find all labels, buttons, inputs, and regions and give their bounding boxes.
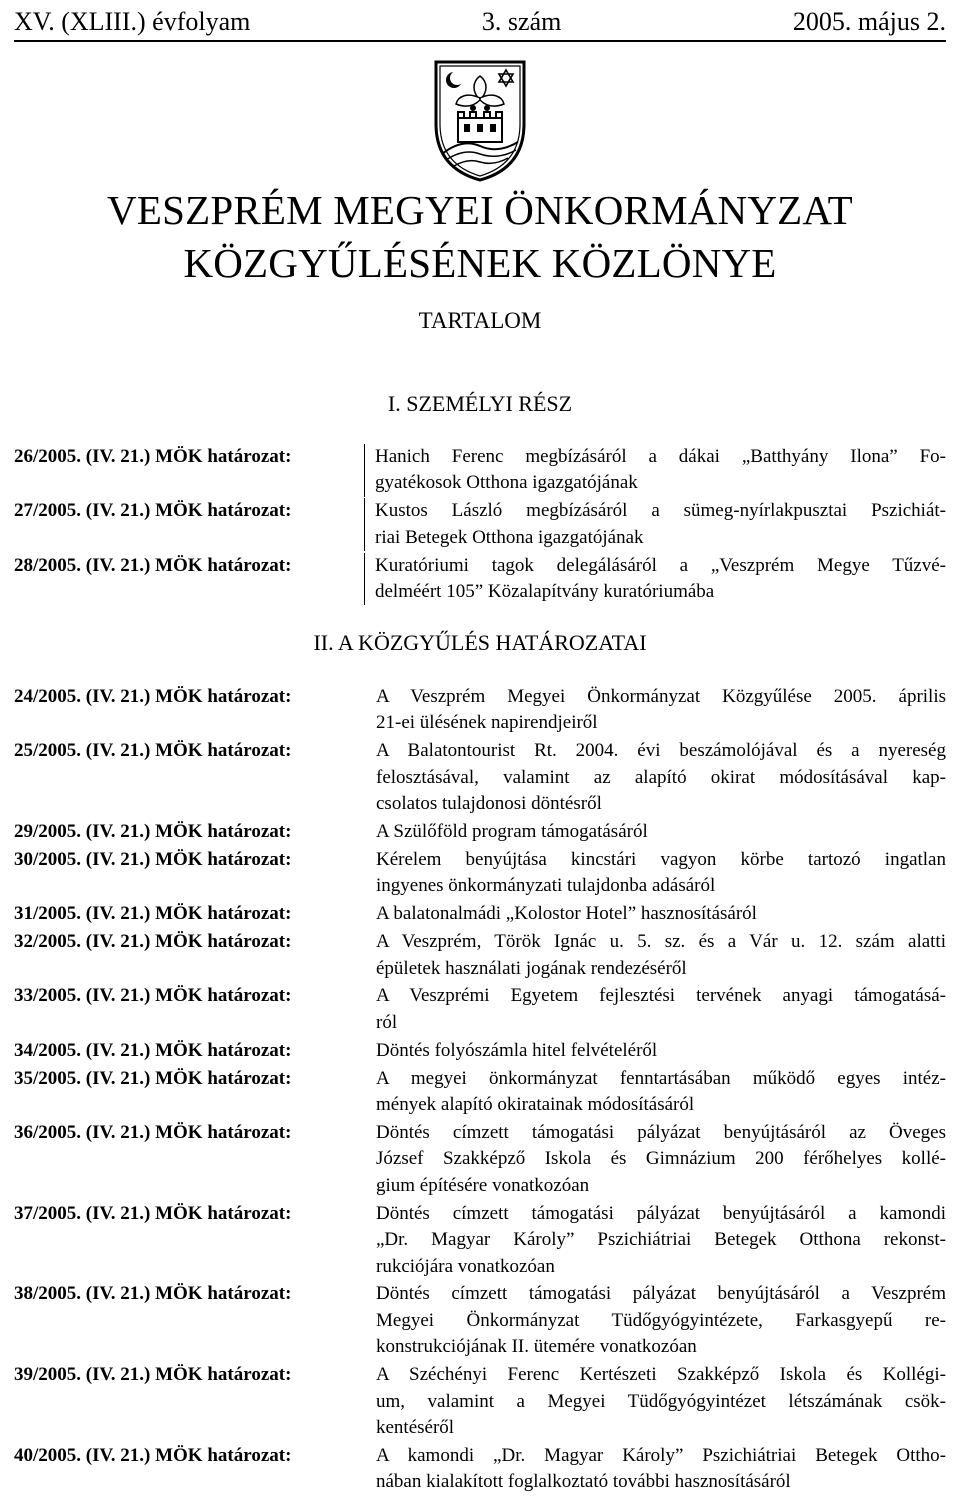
toc-entry bbox=[14, 847, 946, 900]
toc-entry-line: csolatos tulajdonosi döntésről bbox=[376, 793, 602, 815]
toc-entry-line: um, valamint a Megyei Tüdőgyógyintézet létszámának csök- bbox=[376, 1390, 946, 1412]
title-line-2: KÖZGYŰLÉSÉNEK KÖZLÖNYE bbox=[183, 240, 777, 286]
toc-entry-line: mények alapító okiratainak módosításáról bbox=[376, 1094, 695, 1116]
toc-entry-reference: 35/2005. (IV. 21.) MÖK határozat: bbox=[14, 1067, 292, 1089]
toc-entry-reference: 30/2005. (IV. 21.) MÖK határozat: bbox=[14, 848, 292, 870]
toc-entry-line: gium építésére vonatkozóan bbox=[376, 1174, 590, 1196]
issue-label: 3. szám bbox=[481, 7, 562, 36]
toc-entry-description bbox=[366, 847, 946, 900]
toc-entry bbox=[14, 901, 946, 927]
toc-entry-line: felosztásával, valamint az alapító okirat módosításával kap- bbox=[376, 766, 946, 788]
toc-entry-line: riai Betegek Otthona igazgatójának bbox=[375, 526, 644, 548]
toc-entry-description bbox=[366, 1120, 946, 1199]
toc-entry-line: kentéséről bbox=[376, 1416, 455, 1438]
toc-entry-reference: 33/2005. (IV. 21.) MÖK határozat: bbox=[14, 985, 292, 1007]
toc-entry bbox=[14, 819, 946, 845]
toc-entry bbox=[14, 1038, 946, 1064]
toc-entry-line: A megyei önkormányzat fenntartásában működő egyes intéz- bbox=[376, 1067, 946, 1089]
toc-entry-description bbox=[364, 498, 946, 551]
toc-entry-line: konstrukciójának II. ütemére vonatkozóan bbox=[376, 1336, 697, 1358]
toc-entry-description bbox=[366, 983, 946, 1036]
toc-entry-line: delméért 105” Közalapítvány kuratóriumába bbox=[375, 581, 715, 603]
toc-entry-reference: 27/2005. (IV. 21.) MÖK határozat: bbox=[14, 500, 292, 522]
toc-entry bbox=[14, 1066, 946, 1119]
toc-entry-reference: 24/2005. (IV. 21.) MÖK határozat: bbox=[14, 686, 292, 707]
publication-title bbox=[0, 184, 960, 290]
toc-entry bbox=[14, 553, 946, 606]
toc-entry-line: Döntés folyószámla hitel felvételéről bbox=[376, 1039, 658, 1061]
toc-entry bbox=[14, 1281, 946, 1360]
toc-entry-reference: 26/2005. (IV. 21.) MÖK határozat: bbox=[14, 446, 292, 467]
toc-entry-line: Kérelem benyújtása kincstári vagyon körbe tartozó ingatlan bbox=[376, 848, 946, 870]
toc-entry-line: A Széchényi Ferenc Kertészeti Szakképző Iskola és Kollégi- bbox=[376, 1364, 946, 1386]
toc-entry-reference: 34/2005. (IV. 21.) MÖK határozat: bbox=[14, 1039, 292, 1061]
toc-entry bbox=[14, 498, 946, 551]
toc-entry-line: Kustos László megbízásáról a sümeg-nyírlakpusztai Pszichiát- bbox=[375, 500, 946, 522]
toc-entry-line: A Balatontourist Rt. 2004. évi beszámolójával és a nyereség bbox=[376, 740, 946, 762]
toc-entry-line: épületek használati jogának rendezéséről bbox=[376, 957, 687, 979]
toc-entry bbox=[14, 684, 946, 737]
contents-heading: TARTALOM bbox=[418, 308, 542, 333]
toc-entry-line: „Dr. Magyar Károly” Pszichiátriai Betegek Otthona rekonst- bbox=[376, 1229, 946, 1251]
toc-entry-line: Kuratóriumi tagok delegálásáról a „Veszprém Megye Tűzvé- bbox=[375, 554, 946, 576]
toc-entry-line: Döntés címzett támogatási pályázat benyújtásáról a Veszprém bbox=[376, 1283, 946, 1305]
section-1-list bbox=[14, 444, 946, 605]
toc-entry-description bbox=[366, 1281, 946, 1360]
toc-entry-line: Döntés címzett támogatási pályázat benyújtásáról a kamondi bbox=[376, 1202, 946, 1224]
issue-date: 2005. május 2. bbox=[792, 7, 946, 36]
toc-entry-reference: 36/2005. (IV. 21.) MÖK határozat: bbox=[14, 1122, 292, 1143]
toc-entry-line: A kamondi „Dr. Magyar Károly” Pszichiátriai Betegek Ottho- bbox=[376, 1444, 946, 1466]
header-rule bbox=[14, 40, 946, 42]
toc-entry bbox=[14, 1362, 946, 1441]
toc-entry-reference: 28/2005. (IV. 21.) MÖK határozat: bbox=[14, 554, 292, 576]
toc-entry-reference: 29/2005. (IV. 21.) MÖK határozat: bbox=[14, 821, 292, 843]
toc-entry-description bbox=[366, 1066, 946, 1119]
volume-label: XV. (XLIII.) évfolyam bbox=[14, 7, 251, 36]
section-1-title: I. SZEMÉLYI RÉSZ bbox=[387, 391, 573, 416]
toc-entry-line: A Veszprém Megyei Önkormányzat Közgyűlése 2005. április bbox=[376, 686, 946, 707]
toc-entry-description bbox=[366, 738, 946, 817]
toc-entry-description bbox=[366, 684, 946, 737]
toc-entry-line: A Szülőföld program támogatásáról bbox=[376, 821, 648, 843]
toc-entry-description bbox=[364, 553, 946, 606]
toc-entry-line: A Veszprémi Egyetem fejlesztési tervének anyagi támogatásá- bbox=[376, 985, 946, 1007]
toc-entry bbox=[14, 1120, 946, 1199]
toc-entry bbox=[14, 929, 946, 982]
toc-entry-reference: 40/2005. (IV. 21.) MÖK határozat: bbox=[14, 1444, 292, 1466]
toc-entry-description bbox=[366, 1038, 946, 1064]
toc-entry-reference: 31/2005. (IV. 21.) MÖK határozat: bbox=[14, 903, 292, 925]
toc-entry-reference: 32/2005. (IV. 21.) MÖK határozat: bbox=[14, 931, 292, 953]
toc-entry-line: Megyei Önkormányzat Tüdőgyógyintézete, Farkasgyepű re- bbox=[376, 1309, 946, 1331]
section-2-title: II. A KÖZGYŰLÉS HATÁROZATAI bbox=[313, 630, 647, 655]
page-header bbox=[14, 4, 946, 40]
coat-of-arms-icon bbox=[432, 58, 528, 184]
toc-entry-line: ról bbox=[376, 1011, 398, 1033]
toc-entry-line: gyatékosok Otthona igazgatójának bbox=[375, 472, 638, 494]
toc-entry-reference: 37/2005. (IV. 21.) MÖK határozat: bbox=[14, 1202, 292, 1224]
toc-entry-description bbox=[366, 819, 946, 845]
toc-entry-reference: 38/2005. (IV. 21.) MÖK határozat: bbox=[14, 1283, 292, 1305]
toc-entry-line: A balatonalmádi „Kolostor Hotel” hasznosításáról bbox=[376, 903, 757, 925]
toc-entry-line: A Veszprém, Török Ignác u. 5. sz. és a Vár u. 12. szám alatti bbox=[376, 931, 946, 953]
toc-entry-line: Hanich Ferenc megbízásáról a dákai „Batthyány Ilona” Fo- bbox=[375, 446, 946, 467]
title-line-1: VESZPRÉM MEGYEI ÖNKORMÁNYZAT bbox=[107, 187, 853, 233]
toc-entry-line: Döntés címzett támogatási pályázat benyújtásáról az Öveges bbox=[376, 1122, 946, 1143]
toc-entry-line: ingyenes önkormányzati tulajdonba adásáról bbox=[376, 875, 716, 897]
toc-entry bbox=[14, 1443, 946, 1496]
toc-entry bbox=[14, 1201, 946, 1280]
toc-entry bbox=[14, 738, 946, 817]
toc-entry-description bbox=[366, 901, 946, 927]
toc-entry-line: rukciójára vonatkozóan bbox=[376, 1255, 555, 1277]
toc-entry-line: 21-ei ülésének napirendjeiről bbox=[376, 712, 598, 734]
toc-entry-description bbox=[366, 1201, 946, 1280]
toc-entry bbox=[14, 444, 946, 497]
toc-entry-description bbox=[364, 444, 946, 497]
toc-entry-description bbox=[366, 929, 946, 982]
toc-entry-line: József Szakképző Iskola és Gimnázium 200 férőhelyes kollé- bbox=[376, 1148, 946, 1170]
toc-entry-reference: 25/2005. (IV. 21.) MÖK határozat: bbox=[14, 740, 292, 762]
toc-entry-description bbox=[366, 1443, 946, 1496]
section-2-list bbox=[14, 684, 946, 1496]
toc-entry-description bbox=[366, 1362, 946, 1441]
toc-entry-reference: 39/2005. (IV. 21.) MÖK határozat: bbox=[14, 1364, 292, 1386]
toc-entry-line: nában kialakított foglalkoztató további hasznosításáról bbox=[376, 1471, 791, 1493]
toc-entry bbox=[14, 983, 946, 1036]
